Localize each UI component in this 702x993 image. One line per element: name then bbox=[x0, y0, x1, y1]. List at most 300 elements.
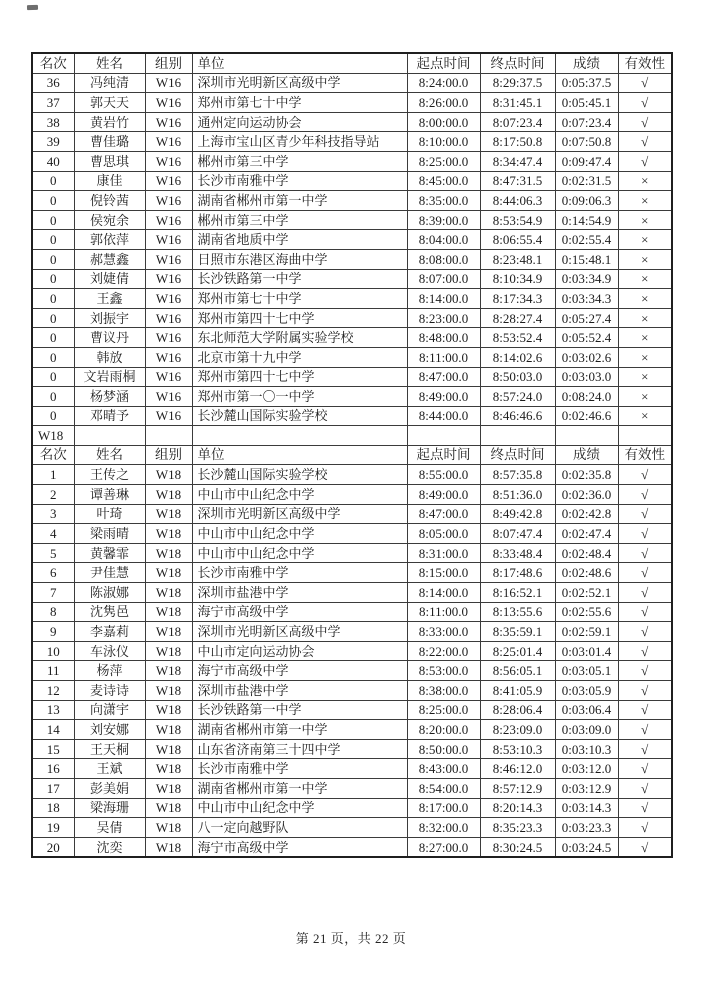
cell-start-time: 8:39:00.0 bbox=[407, 210, 480, 230]
table-row bbox=[32, 641, 672, 661]
table-row bbox=[32, 73, 672, 93]
cell-rank: 0 bbox=[32, 210, 74, 230]
cell-name: 文岩雨桐 bbox=[74, 367, 145, 387]
header-validity: 有效性 bbox=[618, 445, 672, 465]
cell-validity: √ bbox=[618, 818, 672, 838]
cell-group: W16 bbox=[145, 151, 192, 171]
cell-validity: × bbox=[618, 347, 672, 367]
cell-start-time: 8:47:00.0 bbox=[407, 367, 480, 387]
cell-group: W18 bbox=[145, 700, 192, 720]
cell-rank: 10 bbox=[32, 641, 74, 661]
cell-unit: 八一定向越野队 bbox=[192, 818, 407, 838]
cell-rank: 0 bbox=[32, 387, 74, 407]
cell-start-time: 8:22:00.0 bbox=[407, 641, 480, 661]
cell-start-time: 8:07:00.0 bbox=[407, 269, 480, 289]
cell-name: 向潇宇 bbox=[74, 700, 145, 720]
cell-unit: 郑州市第七十中学 bbox=[192, 289, 407, 309]
cell-unit: 中山市中山纪念中学 bbox=[192, 543, 407, 563]
cell-validity: √ bbox=[618, 93, 672, 113]
cell-end-time: 8:53:10.3 bbox=[480, 739, 555, 759]
cell-group: W16 bbox=[145, 132, 192, 152]
cell-end-time: 8:13:55.6 bbox=[480, 602, 555, 622]
cell-start-time: 8:20:00.0 bbox=[407, 720, 480, 740]
cell-group: W16 bbox=[145, 406, 192, 426]
cell-validity: √ bbox=[618, 465, 672, 485]
cell-end-time: 8:57:35.8 bbox=[480, 465, 555, 485]
cell-unit: 深圳市盐港中学 bbox=[192, 583, 407, 603]
cell-unit: 日照市东港区海曲中学 bbox=[192, 249, 407, 269]
cell-unit: 山东省济南第三十四中学 bbox=[192, 739, 407, 759]
cell-start-time: 8:53:00.0 bbox=[407, 661, 480, 681]
table-row bbox=[32, 249, 672, 269]
cell-validity: √ bbox=[618, 504, 672, 524]
table-row bbox=[32, 230, 672, 250]
header-validity: 有效性 bbox=[618, 53, 672, 73]
cell-end-time: 8:06:55.4 bbox=[480, 230, 555, 250]
cell-group: W18 bbox=[145, 739, 192, 759]
table-row bbox=[32, 524, 672, 544]
cell-end-time: 8:57:24.0 bbox=[480, 387, 555, 407]
cell-validity: √ bbox=[618, 778, 672, 798]
header-rank: 名次 bbox=[32, 445, 74, 465]
cell-validity: × bbox=[618, 367, 672, 387]
cell-end-time: 8:53:52.4 bbox=[480, 328, 555, 348]
cell-result: 0:03:05.9 bbox=[555, 681, 618, 701]
cell-unit: 深圳市光明新区高级中学 bbox=[192, 504, 407, 524]
cell-rank: 1 bbox=[32, 465, 74, 485]
cell-validity: √ bbox=[618, 73, 672, 93]
cell-name: 陈淑娜 bbox=[74, 583, 145, 603]
cell-end-time: 8:56:05.1 bbox=[480, 661, 555, 681]
cell-validity: × bbox=[618, 289, 672, 309]
cell-name: 王天桐 bbox=[74, 739, 145, 759]
table-row bbox=[32, 681, 672, 701]
cell-result: 0:02:42.8 bbox=[555, 504, 618, 524]
cell-start-time: 8:14:00.0 bbox=[407, 289, 480, 309]
cell-end-time: 8:23:48.1 bbox=[480, 249, 555, 269]
cell-name: 黄岩竹 bbox=[74, 112, 145, 132]
cell-validity: √ bbox=[618, 563, 672, 583]
table-row bbox=[32, 347, 672, 367]
cell-rank: 7 bbox=[32, 583, 74, 603]
cell-result: 0:05:37.5 bbox=[555, 73, 618, 93]
cell-name: 梁雨晴 bbox=[74, 524, 145, 544]
cell-start-time: 8:25:00.0 bbox=[407, 151, 480, 171]
cell-unit: 湖南省郴州市第一中学 bbox=[192, 720, 407, 740]
cell-name: 麦诗诗 bbox=[74, 681, 145, 701]
cell-group: W18 bbox=[145, 759, 192, 779]
cell-unit: 海宁市高级中学 bbox=[192, 837, 407, 857]
cell-unit: 长沙麓山国际实验学校 bbox=[192, 406, 407, 426]
cell-name: 王斌 bbox=[74, 759, 145, 779]
cell-group: W18 bbox=[145, 837, 192, 857]
cell-end-time: 8:35:59.1 bbox=[480, 622, 555, 642]
cell-name: 沈奕 bbox=[74, 837, 145, 857]
cell-name: 李嘉莉 bbox=[74, 622, 145, 642]
cell-group: W16 bbox=[145, 289, 192, 309]
cell-result: 0:02:35.8 bbox=[555, 465, 618, 485]
table-row bbox=[32, 583, 672, 603]
table-row bbox=[32, 700, 672, 720]
cell-name: 彭美娟 bbox=[74, 778, 145, 798]
cell-end-time: 8:44:06.3 bbox=[480, 191, 555, 211]
cell-result: 0:03:02.6 bbox=[555, 347, 618, 367]
table-row bbox=[32, 739, 672, 759]
cell-rank: 0 bbox=[32, 347, 74, 367]
cell-result: 0:03:24.5 bbox=[555, 837, 618, 857]
cell-result: 0:03:12.0 bbox=[555, 759, 618, 779]
cell-group: W16 bbox=[145, 73, 192, 93]
cell-name: 王鑫 bbox=[74, 289, 145, 309]
cell-name: 杨梦涵 bbox=[74, 387, 145, 407]
cell-rank: 0 bbox=[32, 230, 74, 250]
cell-end-time: 8:29:37.5 bbox=[480, 73, 555, 93]
cell-validity: × bbox=[618, 230, 672, 250]
cell-name: 韩放 bbox=[74, 347, 145, 367]
cell-rank: 0 bbox=[32, 191, 74, 211]
cell-validity: √ bbox=[618, 602, 672, 622]
cell-unit: 北京市第十九中学 bbox=[192, 347, 407, 367]
header-end-time: 终点时间 bbox=[480, 445, 555, 465]
cell-end-time: 8:14:02.6 bbox=[480, 347, 555, 367]
cell-validity: √ bbox=[618, 622, 672, 642]
table-row bbox=[32, 308, 672, 328]
cell-start-time: 8:15:00.0 bbox=[407, 563, 480, 583]
cell-validity: √ bbox=[618, 681, 672, 701]
cell-start-time: 8:24:00.0 bbox=[407, 73, 480, 93]
cell-unit: 郑州市第一〇一中学 bbox=[192, 387, 407, 407]
cell-result: 0:02:59.1 bbox=[555, 622, 618, 642]
cell-name: 沈隽邑 bbox=[74, 602, 145, 622]
cell-group: W18 bbox=[145, 465, 192, 485]
cell-end-time: 8:50:03.0 bbox=[480, 367, 555, 387]
cell-group: W16 bbox=[145, 269, 192, 289]
cell-end-time: 8:23:09.0 bbox=[480, 720, 555, 740]
cell-result: 0:05:27.4 bbox=[555, 308, 618, 328]
cell-group: W16 bbox=[145, 112, 192, 132]
cell-result: 0:02:36.0 bbox=[555, 485, 618, 505]
table-row bbox=[32, 485, 672, 505]
cell-validity: √ bbox=[618, 759, 672, 779]
cell-group: W18 bbox=[145, 583, 192, 603]
cell-result: 0:07:50.8 bbox=[555, 132, 618, 152]
cell-result: 0:09:47.4 bbox=[555, 151, 618, 171]
cell-end-time: 8:28:27.4 bbox=[480, 308, 555, 328]
cell-validity: √ bbox=[618, 661, 672, 681]
cell-unit: 中山市中山纪念中学 bbox=[192, 798, 407, 818]
table-row bbox=[32, 778, 672, 798]
cell-group: W16 bbox=[145, 93, 192, 113]
cell-name: 梁海珊 bbox=[74, 798, 145, 818]
cell-result: 0:03:23.3 bbox=[555, 818, 618, 838]
cell-rank: 0 bbox=[32, 289, 74, 309]
cell-start-time: 8:10:00.0 bbox=[407, 132, 480, 152]
cell-rank: 3 bbox=[32, 504, 74, 524]
cell-end-time: 8:25:01.4 bbox=[480, 641, 555, 661]
cell-rank: 17 bbox=[32, 778, 74, 798]
cell-unit: 湖南省地质中学 bbox=[192, 230, 407, 250]
cell-end-time: 8:10:34.9 bbox=[480, 269, 555, 289]
table-row bbox=[32, 759, 672, 779]
cell-rank: 0 bbox=[32, 406, 74, 426]
cell-rank: 2 bbox=[32, 485, 74, 505]
cell-end-time: 8:16:52.1 bbox=[480, 583, 555, 603]
header-result: 成绩 bbox=[555, 445, 618, 465]
cell-start-time: 8:35:00.0 bbox=[407, 191, 480, 211]
cell-unit: 深圳市盐港中学 bbox=[192, 681, 407, 701]
header-unit: 单位 bbox=[192, 445, 407, 465]
cell-empty bbox=[618, 426, 672, 446]
cell-rank: 0 bbox=[32, 269, 74, 289]
table-row bbox=[32, 837, 672, 857]
cell-result: 0:03:05.1 bbox=[555, 661, 618, 681]
cell-start-time: 8:05:00.0 bbox=[407, 524, 480, 544]
table-row bbox=[32, 151, 672, 171]
cell-start-time: 8:54:00.0 bbox=[407, 778, 480, 798]
cell-start-time: 8:49:00.0 bbox=[407, 485, 480, 505]
cell-result: 0:02:48.4 bbox=[555, 543, 618, 563]
table-row bbox=[32, 112, 672, 132]
cell-validity: √ bbox=[618, 700, 672, 720]
cell-rank: 0 bbox=[32, 308, 74, 328]
cell-validity: √ bbox=[618, 641, 672, 661]
header-start-time: 起点时间 bbox=[407, 445, 480, 465]
cell-rank: 4 bbox=[32, 524, 74, 544]
cell-group: W16 bbox=[145, 308, 192, 328]
cell-group: W18 bbox=[145, 720, 192, 740]
cell-validity: √ bbox=[618, 485, 672, 505]
cell-start-time: 8:38:00.0 bbox=[407, 681, 480, 701]
table-row bbox=[32, 504, 672, 524]
cell-result: 0:08:24.0 bbox=[555, 387, 618, 407]
table-row bbox=[32, 210, 672, 230]
cell-rank: 0 bbox=[32, 171, 74, 191]
table-row bbox=[32, 818, 672, 838]
cell-empty bbox=[74, 426, 145, 446]
cell-group: W16 bbox=[145, 171, 192, 191]
cell-result: 0:03:34.9 bbox=[555, 269, 618, 289]
header-rank: 名次 bbox=[32, 53, 74, 73]
cell-rank: 38 bbox=[32, 112, 74, 132]
cell-result: 0:03:14.3 bbox=[555, 798, 618, 818]
cell-unit: 通州定向运动协会 bbox=[192, 112, 407, 132]
cell-rank: 40 bbox=[32, 151, 74, 171]
cell-rank: 37 bbox=[32, 93, 74, 113]
cell-rank: 12 bbox=[32, 681, 74, 701]
cell-start-time: 8:45:00.0 bbox=[407, 171, 480, 191]
page-footer: 第 21 页，共 22 页 bbox=[295, 931, 407, 946]
cell-result: 0:02:31.5 bbox=[555, 171, 618, 191]
cell-result: 0:05:52.4 bbox=[555, 328, 618, 348]
cell-unit: 长沙麓山国际实验学校 bbox=[192, 465, 407, 485]
cell-end-time: 8:07:23.4 bbox=[480, 112, 555, 132]
cell-start-time: 8:49:00.0 bbox=[407, 387, 480, 407]
cell-group: W16 bbox=[145, 347, 192, 367]
cell-unit: 深圳市光明新区高级中学 bbox=[192, 622, 407, 642]
cell-end-time: 8:17:34.3 bbox=[480, 289, 555, 309]
header-start-time: 起点时间 bbox=[407, 53, 480, 73]
table-row bbox=[32, 132, 672, 152]
cell-unit: 中山市中山纪念中学 bbox=[192, 524, 407, 544]
cell-rank: 13 bbox=[32, 700, 74, 720]
cell-validity: × bbox=[618, 406, 672, 426]
cell-name: 刘婕倩 bbox=[74, 269, 145, 289]
cell-result: 0:03:01.4 bbox=[555, 641, 618, 661]
cell-start-time: 8:27:00.0 bbox=[407, 837, 480, 857]
cell-end-time: 8:47:31.5 bbox=[480, 171, 555, 191]
cell-group: W18 bbox=[145, 563, 192, 583]
header-name: 姓名 bbox=[74, 445, 145, 465]
cell-unit: 长沙市南雅中学 bbox=[192, 171, 407, 191]
cell-name: 黄馨霏 bbox=[74, 543, 145, 563]
cell-name: 车泳仪 bbox=[74, 641, 145, 661]
cell-validity: × bbox=[618, 328, 672, 348]
cell-group: W16 bbox=[145, 328, 192, 348]
header-result: 成绩 bbox=[555, 53, 618, 73]
cell-start-time: 8:14:00.0 bbox=[407, 583, 480, 603]
cell-start-time: 8:50:00.0 bbox=[407, 739, 480, 759]
cell-end-time: 8:57:12.9 bbox=[480, 778, 555, 798]
cell-result: 0:02:55.6 bbox=[555, 602, 618, 622]
cell-start-time: 8:48:00.0 bbox=[407, 328, 480, 348]
cell-unit: 郴州市第三中学 bbox=[192, 210, 407, 230]
cell-group: W18 bbox=[145, 524, 192, 544]
section-separator-row bbox=[32, 426, 672, 446]
cell-rank: 0 bbox=[32, 328, 74, 348]
header-group: 组别 bbox=[145, 53, 192, 73]
cell-validity: √ bbox=[618, 151, 672, 171]
table-row bbox=[32, 720, 672, 740]
cell-result: 0:03:12.9 bbox=[555, 778, 618, 798]
cell-group: W18 bbox=[145, 641, 192, 661]
cell-end-time: 8:41:05.9 bbox=[480, 681, 555, 701]
table-row bbox=[32, 191, 672, 211]
cell-name: 郭天天 bbox=[74, 93, 145, 113]
cell-name: 刘振宇 bbox=[74, 308, 145, 328]
cell-validity: × bbox=[618, 269, 672, 289]
cell-rank: 0 bbox=[32, 367, 74, 387]
cell-name: 康佳 bbox=[74, 171, 145, 191]
cell-group: W16 bbox=[145, 249, 192, 269]
header-name: 姓名 bbox=[74, 53, 145, 73]
header-end-time: 终点时间 bbox=[480, 53, 555, 73]
cell-end-time: 8:49:42.8 bbox=[480, 504, 555, 524]
table-row bbox=[32, 543, 672, 563]
cell-validity: √ bbox=[618, 112, 672, 132]
cell-group: W18 bbox=[145, 778, 192, 798]
cell-rank: 36 bbox=[32, 73, 74, 93]
cell-start-time: 8:44:00.0 bbox=[407, 406, 480, 426]
cell-name: 倪铃茜 bbox=[74, 191, 145, 211]
table-row bbox=[32, 93, 672, 113]
cell-unit: 深圳市光明新区高级中学 bbox=[192, 73, 407, 93]
cell-validity: √ bbox=[618, 837, 672, 857]
cell-rank: 18 bbox=[32, 798, 74, 818]
cell-group: W16 bbox=[145, 230, 192, 250]
cell-name: 郭依萍 bbox=[74, 230, 145, 250]
cell-name: 邓晴予 bbox=[74, 406, 145, 426]
cell-name: 尹佳慧 bbox=[74, 563, 145, 583]
cell-end-time: 8:34:47.4 bbox=[480, 151, 555, 171]
cell-rank: 11 bbox=[32, 661, 74, 681]
cell-unit: 长沙铁路第一中学 bbox=[192, 269, 407, 289]
cell-validity: √ bbox=[618, 524, 672, 544]
cell-result: 0:02:52.1 bbox=[555, 583, 618, 603]
cell-start-time: 8:11:00.0 bbox=[407, 602, 480, 622]
cell-name: 谭善琳 bbox=[74, 485, 145, 505]
cell-validity: × bbox=[618, 210, 672, 230]
cell-group: W18 bbox=[145, 543, 192, 563]
cell-start-time: 8:55:00.0 bbox=[407, 465, 480, 485]
cell-unit: 湖南省郴州市第一中学 bbox=[192, 778, 407, 798]
scan-artifact bbox=[27, 5, 38, 10]
cell-rank: 5 bbox=[32, 543, 74, 563]
table-row bbox=[32, 171, 672, 191]
cell-name: 曹议丹 bbox=[74, 328, 145, 348]
cell-unit: 湖南省郴州市第一中学 bbox=[192, 191, 407, 211]
cell-result: 0:03:06.4 bbox=[555, 700, 618, 720]
cell-group: W18 bbox=[145, 485, 192, 505]
cell-name: 曹佳璐 bbox=[74, 132, 145, 152]
cell-end-time: 8:30:24.5 bbox=[480, 837, 555, 857]
cell-group: W18 bbox=[145, 818, 192, 838]
cell-result: 0:03:03.0 bbox=[555, 367, 618, 387]
cell-validity: √ bbox=[618, 798, 672, 818]
cell-start-time: 8:31:00.0 bbox=[407, 543, 480, 563]
cell-unit: 中山市定向运动协会 bbox=[192, 641, 407, 661]
cell-rank: 16 bbox=[32, 759, 74, 779]
cell-unit: 郴州市第三中学 bbox=[192, 151, 407, 171]
cell-name: 郝慧鑫 bbox=[74, 249, 145, 269]
table-row bbox=[32, 387, 672, 407]
cell-validity: × bbox=[618, 387, 672, 407]
cell-name: 吴倩 bbox=[74, 818, 145, 838]
cell-unit: 海宁市高级中学 bbox=[192, 661, 407, 681]
cell-start-time: 8:23:00.0 bbox=[407, 308, 480, 328]
header-group: 组别 bbox=[145, 445, 192, 465]
cell-name: 曹思琪 bbox=[74, 151, 145, 171]
cell-rank: 15 bbox=[32, 739, 74, 759]
cell-result: 0:02:55.4 bbox=[555, 230, 618, 250]
table-row bbox=[32, 367, 672, 387]
cell-validity: × bbox=[618, 249, 672, 269]
results-table bbox=[31, 52, 673, 858]
results-table-body bbox=[32, 53, 672, 857]
cell-validity: √ bbox=[618, 739, 672, 759]
cell-name: 侯宛余 bbox=[74, 210, 145, 230]
cell-end-time: 8:35:23.3 bbox=[480, 818, 555, 838]
cell-section-label: W18 bbox=[32, 426, 74, 446]
cell-result: 0:09:06.3 bbox=[555, 191, 618, 211]
cell-start-time: 8:00:00.0 bbox=[407, 112, 480, 132]
table-header-row bbox=[32, 53, 672, 73]
table-row bbox=[32, 602, 672, 622]
cell-validity: √ bbox=[618, 543, 672, 563]
cell-end-time: 8:33:48.4 bbox=[480, 543, 555, 563]
cell-end-time: 8:46:46.6 bbox=[480, 406, 555, 426]
cell-group: W18 bbox=[145, 504, 192, 524]
cell-result: 0:07:23.4 bbox=[555, 112, 618, 132]
cell-result: 0:03:09.0 bbox=[555, 720, 618, 740]
cell-validity: × bbox=[618, 308, 672, 328]
cell-rank: 20 bbox=[32, 837, 74, 857]
cell-name: 王传之 bbox=[74, 465, 145, 485]
cell-rank: 8 bbox=[32, 602, 74, 622]
cell-empty bbox=[555, 426, 618, 446]
cell-rank: 9 bbox=[32, 622, 74, 642]
table-row bbox=[32, 563, 672, 583]
cell-empty bbox=[145, 426, 192, 446]
